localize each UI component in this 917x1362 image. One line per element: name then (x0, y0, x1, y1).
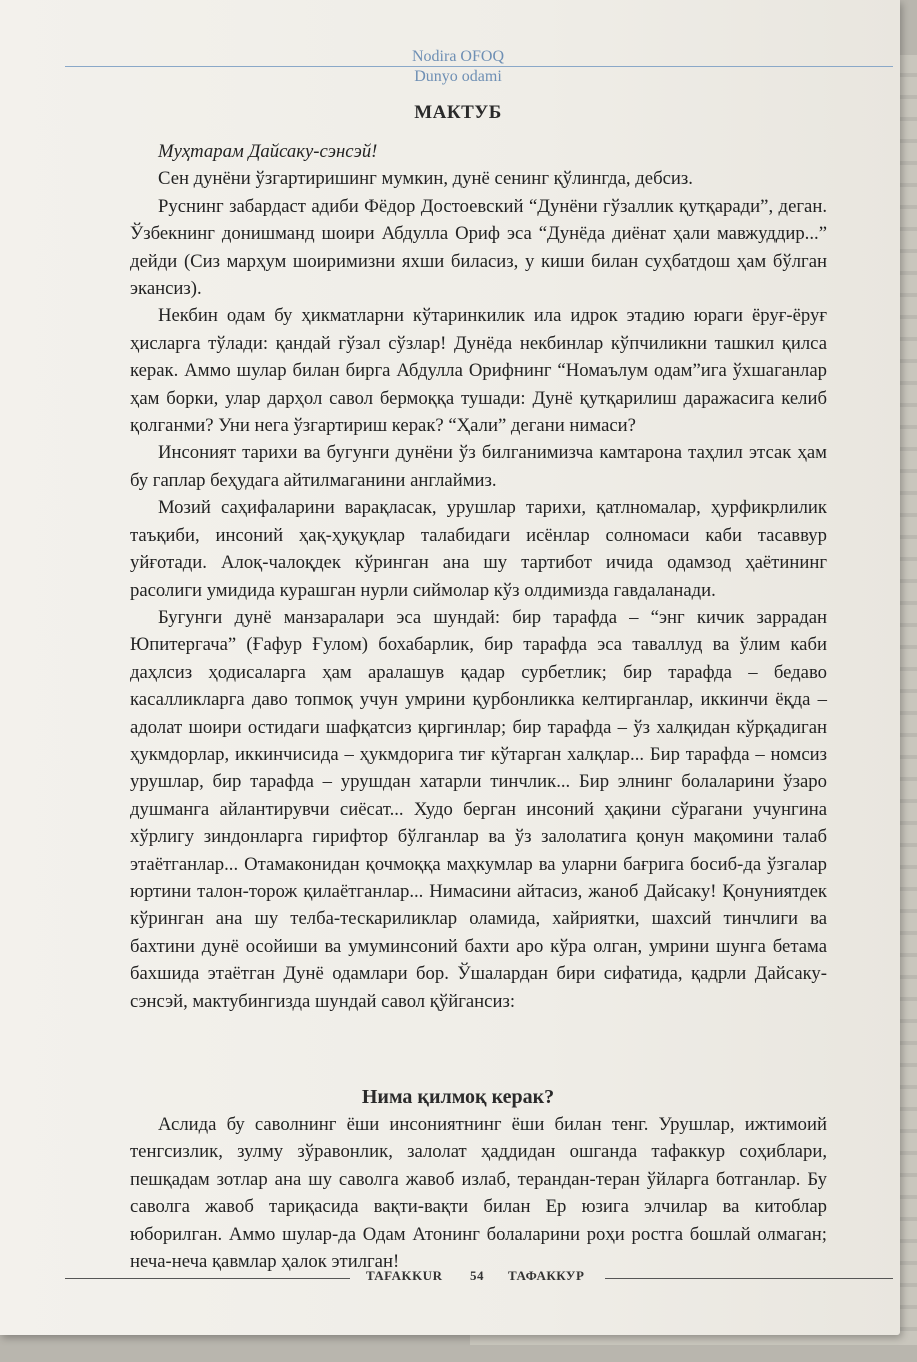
page-number: 54 (470, 1268, 484, 1283)
header-book-title: Dunyo odami (414, 68, 502, 85)
paragraph: Инсоният тарихи ва бугунги дунёни ўз билганимизча камтарона таҳлил этсак ҳам бу гаплар беҳудага айтилмаганини англаймиз. (130, 442, 827, 491)
paragraph: Мозий саҳифаларини варақласак, урушлар тарихи, қатлномалар, ҳурфикрлилик таъқиби, инсоний ҳақ-ҳуқуқлар талабидаги исёнлар солномаси каби тасаввур уйғотади. Алоқ-чалоқдек кўринган ана шу тартибот ичида одамзод ҳаётининг расолиги умидида курашган нурли сиймолар кўз олдимизда гавдаланади. (130, 497, 827, 601)
paragraph: Бугунги дунё манзаралари эса шундай: бир тарафда – “энг кичик заррадан Юпитергача” (Ғафур Ғулом) бохабарлик, бир тарафда эса таваллуд ва ўлим каби даҳлсиз ҳодисаларга ҳам аралашув қадар сурбетлик; бир тарафда – бедаво касалликларга даво топмоқ учун умрини қурбонликка келтирганлар, иккинчи ёқда – адолат шоири остидаги шафқатсиз қиргинлар; бир тарафда – ўз халқидан кўрқадиган ҳукмдорлар, иккинчисида – ҳукмдорига тиғ кўтарган халқлар... Бир тарафда – номсиз урушлар, бир тарафда – урушдан хатарли тинчлик... Бир элнинг болаларини ўзаро душманга айлантирувчи сиёсат... Худо берган инсоний ҳақини сўрагани учунгина хўрлигу зиндонларга гирифтор бўлганлар ва ўз залолатига қонун мақомини талаб этаётганлар... Отамаконидан қочмоққа маҳкумлар ва уларни бағрига босиб-да ўзгалар юртини талон-торож қилаётганлар... Нимасини айтасиз, жаноб Дайсаку! Қонуниятдек кўринган ана шу телба-тескариликлар оламида, хайриятки, шахсий тинчлиги ва бахтини дунё осойиши ва умуминсоний бахти аро кўра олган, умрини шунга бетама бахшида этаётган Дунё одамлари бор. Ўшалардан бири сифатида, қадрли Дайсаку-сэнсэй, мактубингизда шундай савол қўйгансиз: (130, 606, 827, 1012)
header-author: Nodira OFOQ (412, 48, 504, 65)
page-title: МАКТУБ (414, 102, 502, 123)
paragraph: Сен дунёни ўзгартиришинг мумкин, дунё сенинг қўлингда, дебсиз. (158, 168, 693, 190)
footer-rule-right (605, 1278, 893, 1279)
paragraph: Некбин одам бу ҳикматларни кўтаринкилик ила идрок этадию юраги ёруғ-ёруғ ҳисларга тўлади: қандай гўзал сўзлар! Дунёда некбинлар кўпчиликни ташкил қилса керак. Аммо шулар билан бирга Абдулла Орифнинг “Номаълум одам”ига ўхшаганлар ҳам борки, улар дарҳол савол бермоққа тушади: Дунё қутқарилиш даражасига келиб қолганми? Уни нега ўзгартириш керак? “Ҳали” дегани нимаси? (130, 305, 827, 437)
section-body (130, 1111, 827, 1275)
paragraph: Аслида бу саволнинг ёши инсониятнинг ёши билан тенг. Урушлар, ижтимоий тенгсизлик, зулму зўравонлик, залолат ҳаддидан ошганда тафаккур соҳиблари, пешқадам зотлар ана шу саволга жавоб излаб, терандан-теран ўйларга ботганлар. Бу саволга жавоб тариқасида вақти-вақти билан Ер юзига элчилар ва китоблар юборилган. Аммо шулар-да Одам Атонинг болаларини роҳи ростга бошлай олмаган; неча-неча қавмлар ҳалок этилган! (130, 1114, 827, 1273)
footer-magazine-latin: TAFAKKUR (366, 1268, 443, 1283)
section-heading: Нима қилмоқ керак? (361, 1086, 555, 1108)
paragraph: Руснинг забардаст адиби Фёдор Достоевский “Дунёни гўзаллик қутқаради”, деган. Ўзбекнинг донишманд шоири Абдулла Ориф эса “Дунёда диёнат ҳали мавжуддир...” дейди (Сиз марҳум шоиримизни яхши биласиз, у киши билан суҳбатдош ҳам бўлган экансиз). (130, 195, 827, 300)
header-rule (65, 66, 893, 67)
footer-magazine-cyrillic: ТАФАККУР (508, 1268, 585, 1283)
greeting: Муҳтарам Дайсаку-сэнсэй! (158, 141, 378, 162)
article-body (130, 138, 827, 1015)
footer-rule-left (65, 1278, 350, 1279)
